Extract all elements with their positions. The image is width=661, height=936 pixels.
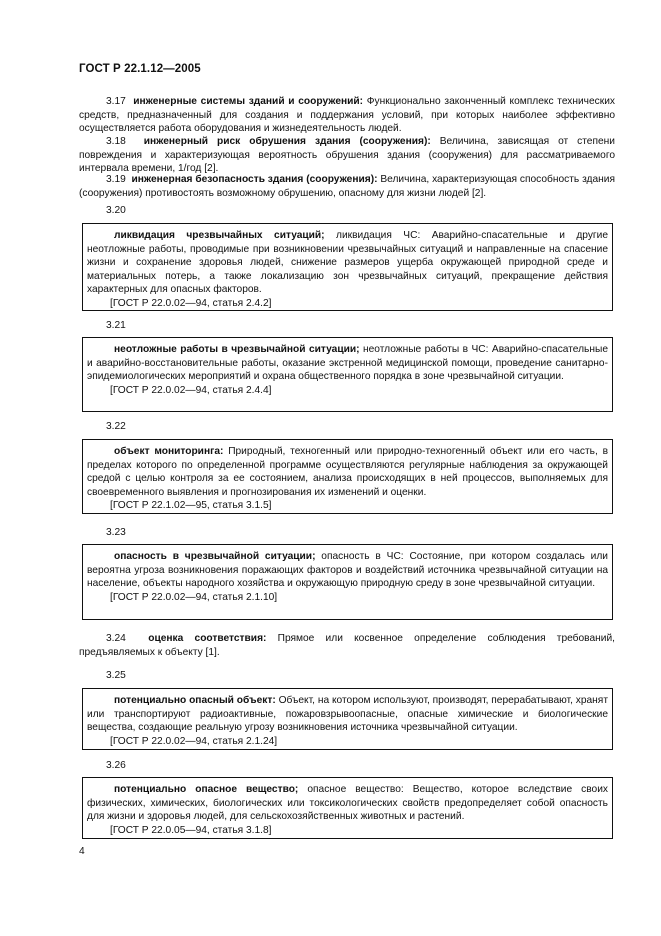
term-name: ликвидация чрезвычайных ситуаций; [114,230,325,241]
term-name: неотложные работы в чрезвычайной ситуации; [114,344,360,355]
term-name: инженерная безопасность здания (сооружения): [131,174,378,185]
term-definition: ликвидация ЧС: Аварийно-спасательные и другие неотложные работы, проводимые при возникновении чрезвычайных ситуаций и направленные на спасение жизни и сохранение здоровья людей, снижение размеров ущерба окружающей природной среде и материальных потерь, а также локализацию зон чрезвычайных ситуаций, прекращение действия характерных для опасных факторов. [87,230,608,296]
term-source: [ГОСТ Р 22.0.02—94, статья 2.4.4] [110,384,272,396]
term-3-19 [79,173,615,200]
term-definition: Прямое или косвенное определение соблюдения требований, предъявляемых к объекту [1]. [79,633,615,658]
term-source: [ГОСТ Р 22.1.02—95, статья 3.1.5] [110,500,272,512]
term-box-3-22 [82,439,613,514]
term-source: [ГОСТ Р 22.0.02—94, статья 2.1.10] [110,591,278,603]
term-3-17 [79,95,615,136]
term-number-3-23: 3.23 [106,527,126,538]
term-name: инженерный риск обрушения здания (сооружения): [143,136,431,147]
term-definition: Величина, зависящая от степени повреждения и характеризующая вероятность обрушения здания (сооружения) для рассматриваемого интервала времени, 1/год [2]. [79,136,615,175]
term-source: [ГОСТ Р 22.0.02—94, статья 2.4.2] [110,297,272,309]
term-number: 3.24 [106,633,126,644]
term-definition: Объект, на котором используют, производят, перерабатывают, хранят или транспортируют радиоактивные, пожаровзрывоопасные, опасные химические и биологические вещества, создающие реальную угрозу возникновения источника чрезвычайной ситуации. [87,695,608,734]
term-name: оценка соответствия: [148,633,267,644]
document-header: ГОСТ Р 22.1.12—2005 [79,63,201,75]
term-definition: Природный, техногенный или природно-техногенный объект или его часть, в пределах которого по определенной программе осуществляются регулярные наблюдения за окружающей средой с целью контроля за ее состоянием, анализа происходящих в ней процессов, выполняемых для своевременного выявления и прогнозирования их изменений и оценки. [87,446,608,498]
term-number: 3.19 [106,174,126,185]
term-source: [ГОСТ Р 22.0.05—94, статья 3.1.8] [110,824,272,836]
term-box-3-26 [82,777,613,839]
term-name: объект мониторинга: [114,446,224,457]
term-number-3-25: 3.25 [106,670,126,681]
term-number-3-20: 3.20 [106,205,126,216]
term-number-3-22: 3.22 [106,421,126,432]
term-number: 3.17 [106,96,126,107]
page-number: 4 [79,846,85,857]
term-name: опасность в чрезвычайной ситуации; [114,551,316,562]
term-name: потенциально опасное вещество; [114,784,299,795]
term-3-24 [79,632,615,659]
term-box-3-25 [82,688,613,750]
term-3-18 [79,135,615,176]
term-definition: опасное вещество: Вещество, которое вследствие своих физических, химических, биологических или токсикологических свойств предопределяет собой опасность для жизни и здоровья людей, для сельскохозяйственных животных и растений. [87,784,608,823]
term-name: инженерные системы зданий и сооружений: [133,96,364,107]
term-box-3-20 [82,223,613,311]
term-definition: опасность в ЧС: Состояние, при котором создалась или вероятна угроза возникновения поражающих факторов и воздействий источника чрезвычайной ситуации на население, объекты народного хозяйства и окружающую природную среду в зоне чрезвычайной ситуации. [87,551,608,590]
term-box-3-21 [82,337,613,412]
term-name: потенциально опасный объект: [114,695,276,706]
term-box-3-23 [82,544,613,620]
term-definition: Величина, характеризующая способность здания (сооружения) противостоять возможному обрушению, опасному для жизни людей [2]. [79,174,615,199]
term-definition: неотложные работы в ЧС: Аварийно-спасательные и аварийно-восстановительные работы, оказание экстренной медицинской помощи, проведение санитарно-эпидемиологических мероприятий и охрана общественного порядка в зоне чрезвычайной ситуации. [87,344,608,383]
term-number-3-21: 3.21 [106,320,126,331]
term-number-3-26: 3.26 [106,760,126,771]
term-number: 3.18 [106,136,126,147]
term-definition: Функционально законченный комплекс технических средств, предназначенный для создания и поддержания условий, при которых наиболее эффективно осуществляется работа оборудования и жизнедеятельность людей. [79,96,615,135]
term-source: [ГОСТ Р 22.0.02—94, статья 2.1.24] [110,735,278,747]
